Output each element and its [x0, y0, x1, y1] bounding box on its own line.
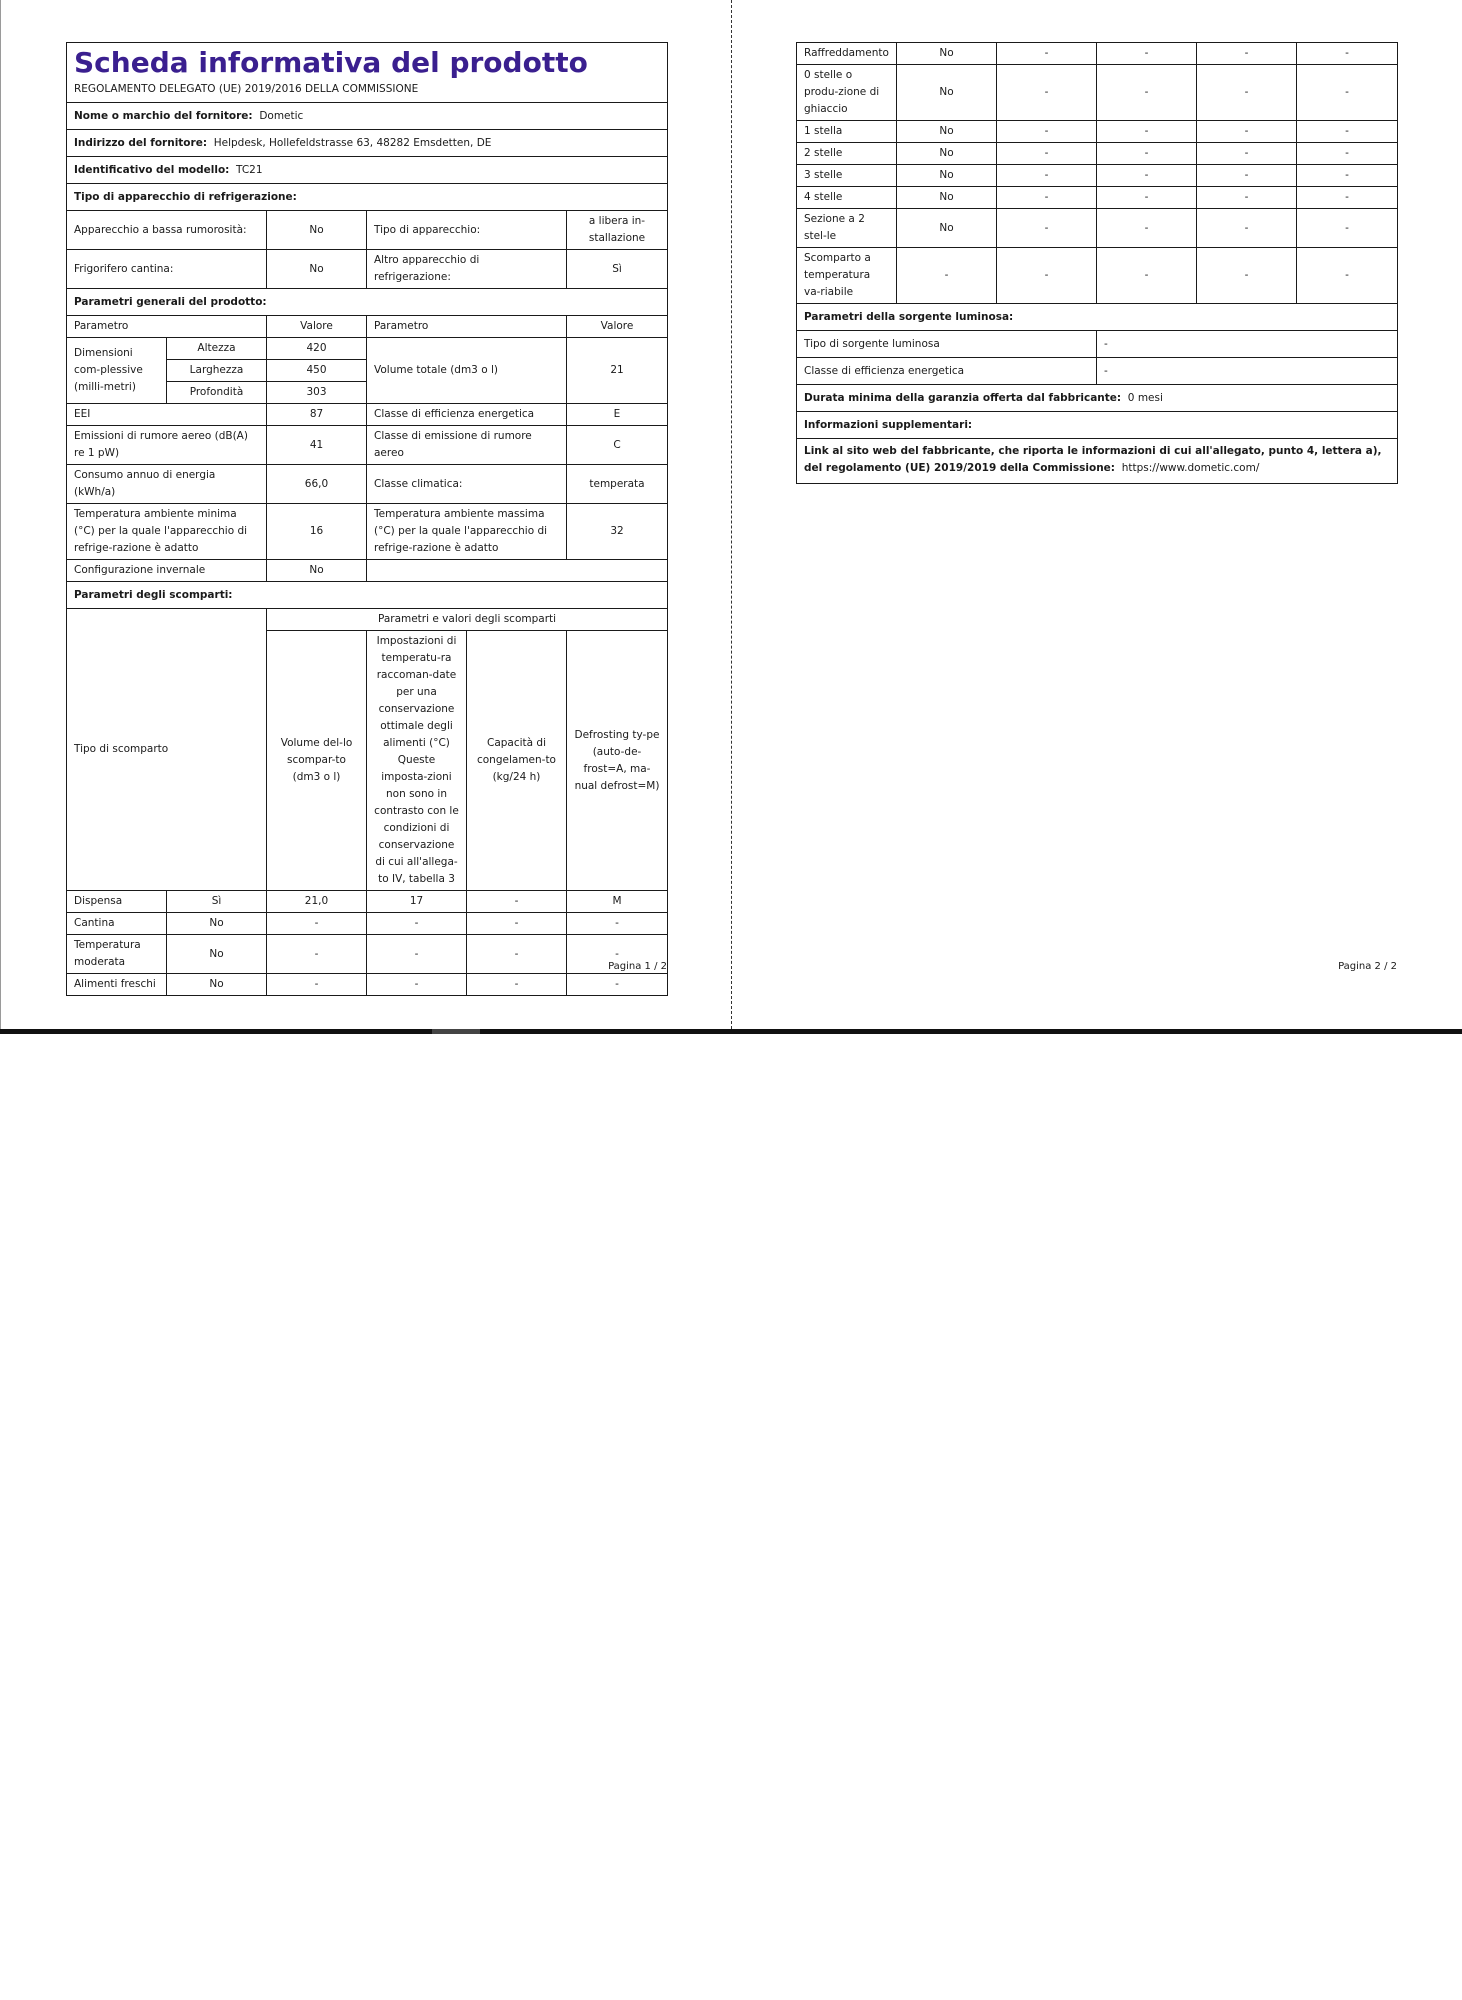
compartment-present: No: [897, 143, 997, 165]
compartment-temp: -: [1097, 209, 1197, 248]
compartment-row: [797, 209, 1398, 248]
depth-label: Profondità: [167, 382, 267, 404]
compartment-name: 4 stelle: [797, 187, 897, 209]
compartment-temp: 17: [367, 891, 467, 913]
col-temp: Impostazioni di temperatu-ra raccoman-date per una conservazione ottimale degli alimenti (°C) Queste imposta-zioni non sono in contrasto con le condizioni di conservazione di cui all'allega-to IV, tabella 3: [367, 631, 467, 891]
product-info-sheet: [66, 42, 668, 996]
compartment-name: 3 stelle: [797, 165, 897, 187]
compartment-volume: -: [997, 187, 1097, 209]
light-type-value: -: [1097, 331, 1398, 358]
page-edge: [0, 0, 1, 1030]
compartment-volume: -: [997, 143, 1097, 165]
model-row: [67, 157, 668, 184]
height-value: 420: [267, 338, 367, 360]
compartment-name: 0 stelle o produ-zione di ghiaccio: [797, 65, 897, 121]
compartment-row: [797, 43, 1398, 65]
compartment-row: [797, 187, 1398, 209]
compartment-freezing: -: [1197, 209, 1297, 248]
supplier-name-label: Nome o marchio del fornitore:: [74, 109, 253, 122]
compartment-volume: -: [267, 974, 367, 996]
light-class-label: Classe di efficienza energetica: [797, 358, 1097, 385]
compartment-name: Raffreddamento: [797, 43, 897, 65]
climate-value: temperata: [567, 465, 668, 504]
compartment-present: No: [897, 65, 997, 121]
scroll-thumb[interactable]: [432, 1029, 480, 1034]
compartment-defrost: -: [1297, 143, 1398, 165]
eei-label: EEI: [67, 404, 267, 426]
compartment-row: [67, 891, 668, 913]
additional-info-heading: Informazioni supplementari:: [797, 412, 1398, 439]
supplier-name-value: Dometic: [259, 109, 304, 122]
compartment-present: No: [897, 187, 997, 209]
general-params-heading: Parametri generali del prodotto:: [67, 289, 668, 316]
compartment-name: Temperatura moderata: [67, 935, 167, 974]
col-freezing: Capacità di congelamen-to (kg/24 h): [467, 631, 567, 891]
page-number-1: Pagina 1 / 2: [608, 961, 667, 972]
manufacturer-link[interactable]: https://www.dometic.com/: [1121, 462, 1260, 474]
compartment-temp: -: [1097, 143, 1197, 165]
compartment-temp: -: [1097, 43, 1197, 65]
col-param-left: Parametro: [67, 316, 267, 338]
compartment-row: [797, 65, 1398, 121]
compartment-defrost: -: [567, 974, 668, 996]
max-temp-value: 32: [567, 504, 668, 560]
energy-class-label: Classe di efficienza energetica: [367, 404, 567, 426]
compartment-temp: -: [1097, 65, 1197, 121]
noise-class-value: C: [567, 426, 668, 465]
design-type-label: Tipo di apparecchio:: [367, 211, 567, 250]
page-divider: [731, 0, 732, 1029]
compartment-name: Scomparto a temperatura va-riabile: [797, 248, 897, 304]
compartment-temp: -: [367, 974, 467, 996]
compartment-defrost: -: [1297, 209, 1398, 248]
compartment-present: Sì: [167, 891, 267, 913]
page-title: Scheda informativa del prodotto: [74, 46, 588, 79]
light-class-value: -: [1097, 358, 1398, 385]
compartment-freezing: -: [1197, 143, 1297, 165]
compartment-defrost: -: [1297, 65, 1398, 121]
compartment-row: [797, 143, 1398, 165]
compartment-present: No: [167, 913, 267, 935]
compartment-defrost: -: [567, 913, 668, 935]
other-appliance-label: Altro apparecchio di refrigerazione:: [367, 250, 567, 289]
compartment-temp: -: [1097, 187, 1197, 209]
design-type-value: a libera in-stallazione: [567, 211, 668, 250]
height-label: Altezza: [167, 338, 267, 360]
compartment-volume: -: [997, 248, 1097, 304]
compartment-volume: -: [997, 121, 1097, 143]
width-value: 450: [267, 360, 367, 382]
winter-value: No: [267, 560, 367, 582]
total-volume-label: Volume totale (dm3 o l): [367, 338, 567, 404]
compartment-name: 1 stella: [797, 121, 897, 143]
compartments-heading: Parametri degli scomparti:: [67, 582, 668, 609]
col-value-left: Valore: [267, 316, 367, 338]
compartment-defrost: M: [567, 891, 668, 913]
noise-value: 41: [267, 426, 367, 465]
compartment-defrost: -: [567, 935, 668, 974]
compartment-freezing: -: [1197, 187, 1297, 209]
compartment-type-label: Tipo di scomparto: [67, 609, 267, 891]
compartment-present: No: [897, 209, 997, 248]
compartment-defrost: -: [1297, 187, 1398, 209]
col-defrost: Defrosting ty-pe (auto-de-frost=A, ma-nual defrost=M): [567, 631, 668, 891]
page-2: [796, 42, 1397, 484]
compartment-temp: -: [1097, 165, 1197, 187]
compartment-freezing: -: [1197, 43, 1297, 65]
winter-label: Configurazione invernale: [67, 560, 267, 582]
compartment-temp: -: [367, 913, 467, 935]
compartment-freezing: -: [467, 913, 567, 935]
col-volume: Volume del-lo scompar-to (dm3 o l): [267, 631, 367, 891]
wine-label: Frigorifero cantina:: [67, 250, 267, 289]
page-number-2: Pagina 2 / 2: [1338, 961, 1397, 972]
guarantee-row: [797, 385, 1398, 412]
compartment-volume: -: [997, 165, 1097, 187]
compartment-row: [67, 913, 668, 935]
energy-class-value: E: [567, 404, 668, 426]
compartment-freezing: -: [1197, 165, 1297, 187]
winter-empty: [367, 560, 668, 582]
spread-bottom-edge: [0, 1029, 1462, 1034]
model-label: Identificativo del modello:: [74, 163, 230, 176]
compartment-temp: -: [1097, 248, 1197, 304]
compartment-row: [797, 165, 1398, 187]
compartment-present: No: [167, 974, 267, 996]
compartment-name: Sezione a 2 stel-le: [797, 209, 897, 248]
guarantee-label: Durata minima della garanzia offerta dal fabbricante:: [804, 391, 1122, 404]
compartment-volume: 21,0: [267, 891, 367, 913]
col-value-right: Valore: [567, 316, 668, 338]
light-type-label: Tipo di sorgente luminosa: [797, 331, 1097, 358]
compartment-volume: -: [267, 935, 367, 974]
link-label: Link al sito web del fabbricante, che riporta le informazioni di cui all'allegato, punto 4, lettera a), del regolamento (UE) 2019/2019 della Commissione:: [804, 445, 1382, 474]
min-temp-label: Temperatura ambiente minima (°C) per la quale l'apparecchio di refrige-razione è adatto: [67, 504, 267, 560]
compartment-freezing: -: [1197, 121, 1297, 143]
compartment-name: Cantina: [67, 913, 167, 935]
compartment-defrost: -: [1297, 165, 1398, 187]
supplier-address-row: [67, 130, 668, 157]
product-info-sheet-continued: [796, 42, 1398, 484]
max-temp-label: Temperatura ambiente massima (°C) per la quale l'apparecchio di refrige-razione è adatto: [367, 504, 567, 560]
regulation-line: REGOLAMENTO DELEGATO (UE) 2019/2016 DELLA COMMISSIONE: [74, 83, 419, 95]
compartment-present: No: [897, 43, 997, 65]
compartment-name: 2 stelle: [797, 143, 897, 165]
min-temp-value: 16: [267, 504, 367, 560]
compartment-present: -: [897, 248, 997, 304]
depth-value: 303: [267, 382, 367, 404]
compartment-defrost: -: [1297, 43, 1398, 65]
compartment-volume: -: [997, 43, 1097, 65]
compartment-row: [67, 974, 668, 996]
compartment-temp: -: [367, 935, 467, 974]
supplier-name-row: [67, 103, 668, 130]
climate-label: Classe climatica:: [367, 465, 567, 504]
low-noise-value: No: [267, 211, 367, 250]
annual-energy-value: 66,0: [267, 465, 367, 504]
total-volume-value: 21: [567, 338, 668, 404]
compartment-row: [797, 121, 1398, 143]
model-value: TC21: [236, 163, 263, 176]
appliance-type-heading: Tipo di apparecchio di refrigerazione:: [67, 184, 668, 211]
compartment-defrost: -: [1297, 121, 1398, 143]
col-param-right: Parametro: [367, 316, 567, 338]
compartment-temp: -: [1097, 121, 1197, 143]
compartment-freezing: -: [1197, 248, 1297, 304]
compartment-freezing: -: [467, 891, 567, 913]
noise-label: Emissioni di rumore aereo (dB(A) re 1 pW): [67, 426, 267, 465]
supplier-address-label: Indirizzo del fornitore:: [74, 136, 208, 149]
supplier-address-value: Helpdesk, Hollefeldstrasse 63, 48282 Emsdetten, DE: [213, 136, 492, 149]
light-source-heading: Parametri della sorgente luminosa:: [797, 304, 1398, 331]
page-1: [66, 42, 667, 996]
compartment-name: Dispensa: [67, 891, 167, 913]
compartment-present: No: [897, 121, 997, 143]
dimensions-label: Dimensioni com-plessive (milli-metri): [67, 338, 167, 404]
compartment-freezing: -: [1197, 65, 1297, 121]
low-noise-label: Apparecchio a bassa rumorosità:: [67, 211, 267, 250]
compartment-params-heading: Parametri e valori degli scomparti: [267, 609, 668, 631]
compartment-volume: -: [267, 913, 367, 935]
compartment-freezing: -: [467, 974, 567, 996]
compartment-freezing: -: [467, 935, 567, 974]
compartment-present: No: [897, 165, 997, 187]
annual-energy-label: Consumo annuo di energia (kWh/a): [67, 465, 267, 504]
compartment-volume: -: [997, 209, 1097, 248]
compartment-row: [797, 248, 1398, 304]
noise-class-label: Classe di emissione di rumore aereo: [367, 426, 567, 465]
guarantee-value: 0 mesi: [1127, 391, 1163, 404]
width-label: Larghezza: [167, 360, 267, 382]
link-row: [797, 439, 1398, 484]
eei-value: 87: [267, 404, 367, 426]
compartment-name: Alimenti freschi: [67, 974, 167, 996]
wine-value: No: [267, 250, 367, 289]
other-appliance-value: Sì: [567, 250, 668, 289]
compartment-defrost: -: [1297, 248, 1398, 304]
compartment-present: No: [167, 935, 267, 974]
compartment-volume: -: [997, 65, 1097, 121]
